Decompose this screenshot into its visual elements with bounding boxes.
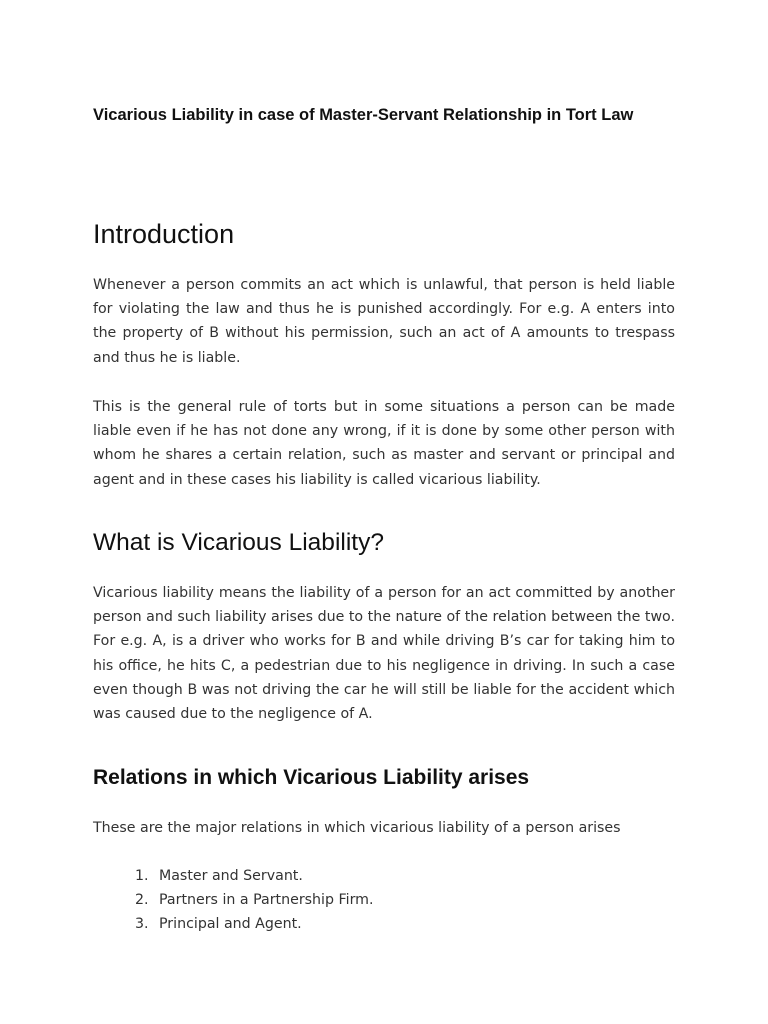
introduction-paragraph-2: This is the general rule of torts but in some situations a person can be made liable even if he has not done any wrong, if it is done by some other person with whom he shares a certain relation, such as master and servant or principal and agent and in these cases his liability is called vicarious liability.	[93, 399, 675, 488]
list-item-number: 3.	[135, 916, 149, 932]
list-item	[93, 864, 653, 888]
list-item-text: Partners in a Partnership Firm.	[159, 892, 374, 908]
list-item-number: 1.	[135, 868, 149, 884]
what-is-vicarious-liability-heading: What is Vicarious Liability?	[93, 529, 384, 556]
relations-list	[93, 864, 653, 936]
list-item-number: 2.	[135, 892, 149, 908]
list-item-text: Master and Servant.	[159, 868, 303, 884]
relations-intro-paragraph: These are the major relations in which vicarious liability of a person arises	[93, 820, 621, 836]
relations-heading: Relations in which Vicarious Liability arises	[93, 766, 530, 789]
what-is-vicarious-liability-paragraph: Vicarious liability means the liability of a person for an act committed by another person and such liability arises due to the nature of the relation between the two. For e.g. A, is a driver who works for B and while driving B’s car for taking him to his office, he hits C, a pedestrian due to his negligence in driving. In such a case even though B was not driving the car he will still be liable for the accident which was caused due to the negligence of A.	[93, 585, 675, 723]
list-item-text: Principal and Agent.	[159, 916, 302, 932]
list-item	[93, 888, 653, 912]
list-item	[93, 912, 653, 936]
introduction-heading: Introduction	[93, 219, 235, 249]
introduction-paragraph-1: Whenever a person commits an act which is unlawful, that person is held liable for violating the law and thus he is punished accordingly. For e.g. A enters into the property of B without his permission, such an act of A amounts to trespass and thus he is liable.	[93, 277, 675, 366]
document-title: Vicarious Liability in case of Master-Servant Relationship in Tort Law	[93, 106, 634, 124]
